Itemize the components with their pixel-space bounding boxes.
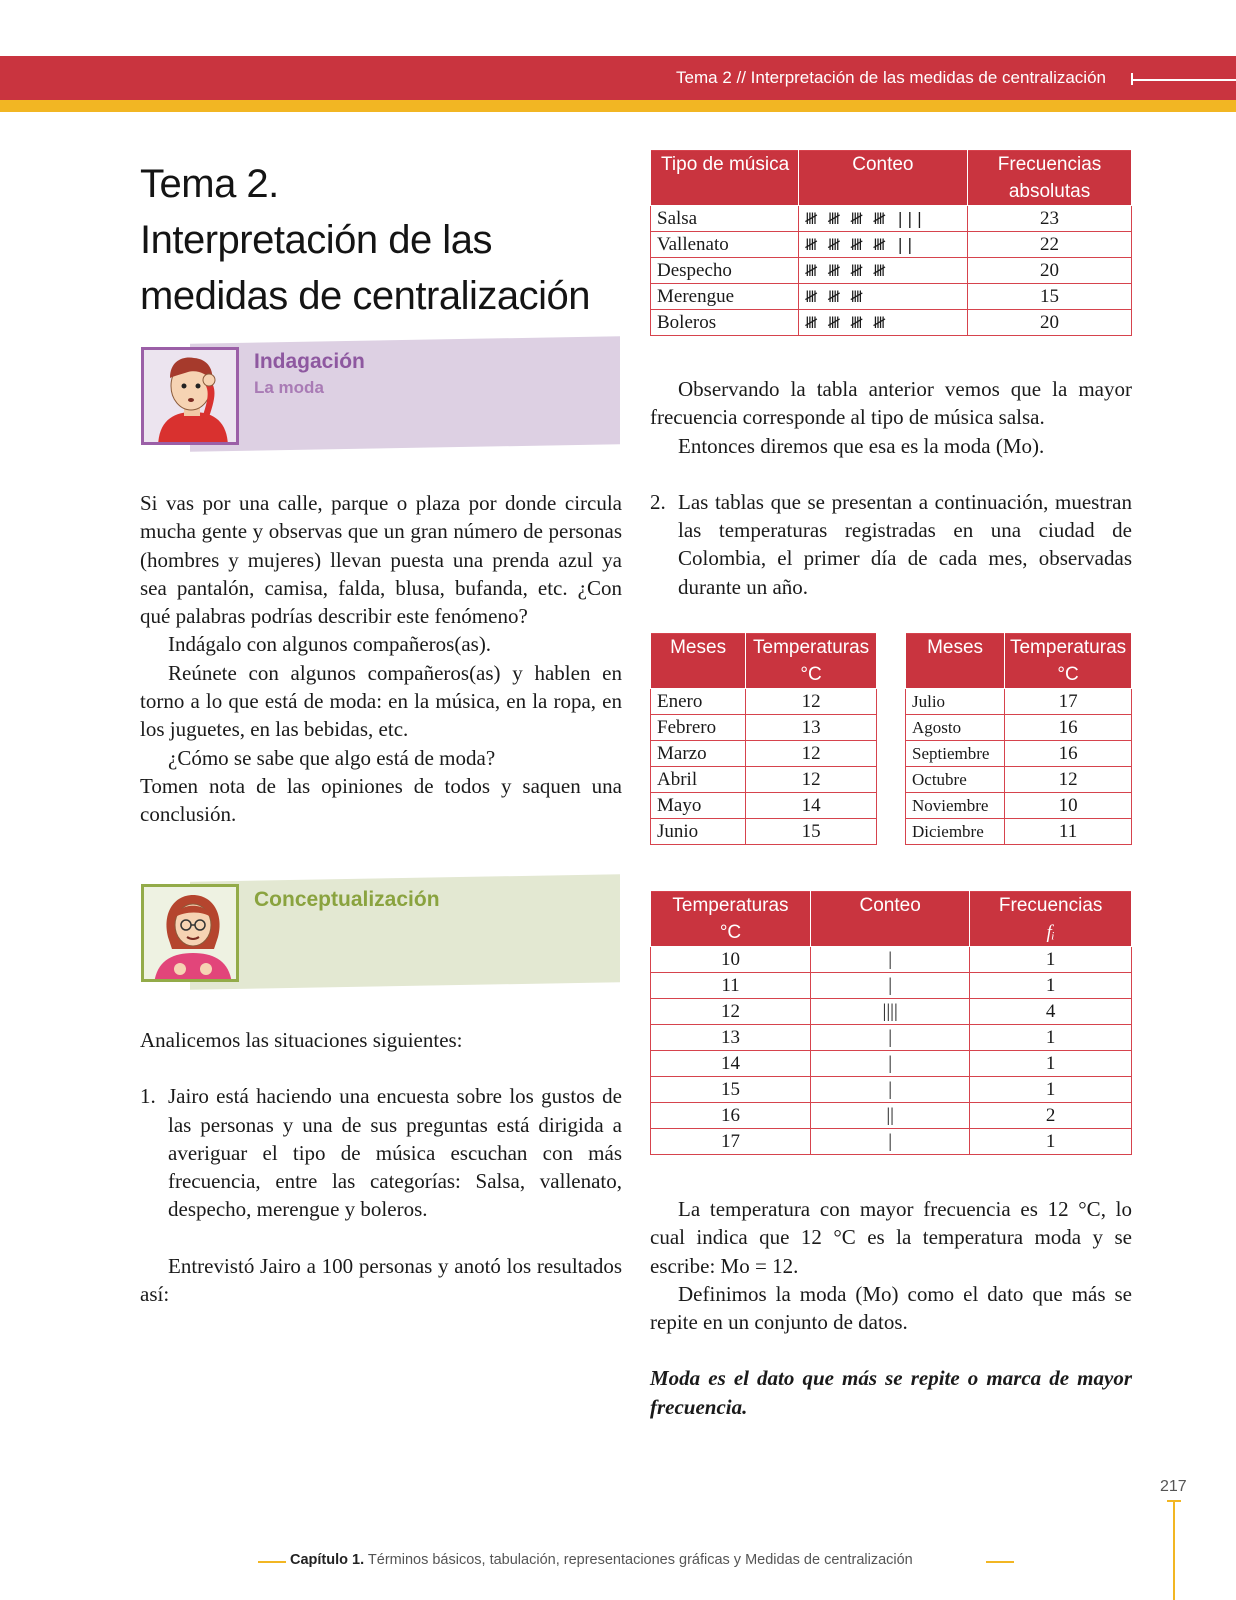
- spacer: [650, 460, 1132, 488]
- column-header: Tipo de música: [651, 151, 799, 206]
- table-cell: 2: [970, 1103, 1132, 1129]
- tally-cell: ||: [810, 1103, 969, 1129]
- table-cell: 1: [970, 1129, 1132, 1155]
- list-item-1: [140, 1082, 622, 1223]
- spacer: [140, 1054, 622, 1082]
- table-cell: 4: [970, 999, 1132, 1025]
- table-row: [651, 689, 877, 715]
- paragraph: Reúnete con algunos compañeros(as) y hablen en torno a lo que está de moda: en la música, en la ropa, en los juguetes, en las bebidas, etc.: [140, 660, 622, 742]
- fi-symbol: fᵢ: [1046, 922, 1055, 943]
- table-cell: 12: [651, 999, 811, 1025]
- music-frequency-table: [650, 150, 1132, 336]
- tally-cell: 𝍸 𝍸 𝍸 𝍸: [798, 310, 967, 336]
- table-cell: 12: [746, 741, 877, 767]
- table-cell: Enero: [651, 689, 746, 715]
- table-cell: 14: [746, 793, 877, 819]
- table-cell: Vallenato: [651, 232, 799, 258]
- table-cell: Mayo: [651, 793, 746, 819]
- paragraph: La temperatura con mayor frecuencia es 12 °C, lo cual indica que 12 °C es la temperatura moda y se escribe: Mo = 12.: [650, 1197, 1132, 1278]
- thinking-boy-icon: [144, 350, 239, 445]
- paragraph: Entrevistó Jairo a 100 personas y anotó los resultados así:: [140, 1253, 622, 1307]
- table-cell: 13: [651, 1025, 811, 1051]
- page-rule: [1173, 1500, 1175, 1600]
- table-header-row: [651, 634, 877, 689]
- column-header: Conteo: [798, 151, 967, 206]
- table-row: [651, 999, 1132, 1025]
- page-title: [140, 156, 620, 324]
- table-cell: 12: [746, 767, 877, 793]
- table-row: [906, 741, 1132, 767]
- table-row: [651, 1077, 1132, 1103]
- paragraph: Indágalo con algunos compañeros(as).: [168, 632, 492, 657]
- table-cell: 1: [970, 1077, 1132, 1103]
- table-row: [651, 1103, 1132, 1129]
- table-row: [651, 284, 1132, 310]
- table-row: [906, 767, 1132, 793]
- months-table-jan-jun: [650, 633, 877, 845]
- table-cell: 1: [970, 973, 1132, 999]
- table-cell: 15: [968, 284, 1132, 310]
- column-header: Temperaturas °C: [746, 634, 877, 689]
- table-cell: Marzo: [651, 741, 746, 767]
- list-text: Las tablas que se presentan a continuación, muestran las temperaturas registradas en una ciudad de Colombia, el primer día de cada mes, observadas durante un año.: [678, 489, 1132, 599]
- footer-chapter: Capítulo 1.: [290, 1552, 365, 1568]
- indagacion-title: Indagación: [254, 350, 365, 373]
- tally-cell: |: [810, 1077, 969, 1103]
- conceptualizacion-title: Conceptualización: [254, 888, 440, 911]
- table-cell: Agosto: [906, 715, 1005, 741]
- list-number: 1.: [140, 1084, 156, 1109]
- table-cell: 12: [1005, 767, 1132, 793]
- table-cell: 16: [1005, 741, 1132, 767]
- table-row: [651, 741, 877, 767]
- title-line-3: medidas de centralización: [140, 274, 590, 318]
- table-cell: 11: [651, 973, 811, 999]
- table-cell: 1: [970, 1025, 1132, 1051]
- table-row: [906, 715, 1132, 741]
- table-cell: 15: [651, 1077, 811, 1103]
- temperature-frequency-table: [650, 891, 1132, 1155]
- column-header-frequency: [970, 892, 1132, 947]
- header-line: [1131, 79, 1236, 81]
- table-cell: 1: [970, 1051, 1132, 1077]
- paragraph: Analicemos las situaciones siguientes:: [140, 1028, 463, 1052]
- tally-cell: |: [810, 973, 969, 999]
- table-cell: Febrero: [651, 715, 746, 741]
- tally-cell: |: [810, 1025, 969, 1051]
- column-header: Temperaturas °C: [1005, 634, 1132, 689]
- table-row: [651, 1051, 1132, 1077]
- table-row: [651, 819, 877, 845]
- title-line-2: Interpretación de las: [140, 218, 492, 262]
- footer-text: [290, 1552, 913, 1568]
- list-text: Jairo está haciendo una encuesta sobre los gustos de las personas y una de sus preguntas está dirigida a averiguar el tipo de música escuchan con más frecuencia, entre las categorías: Salsa, vallenato, despecho, merengue y boleros.: [168, 1084, 622, 1222]
- table-cell: Despecho: [651, 258, 799, 284]
- tally-cell: 𝍸 𝍸 𝍸 𝍸 |||: [798, 206, 967, 232]
- tally-cell: 𝍸 𝍸 𝍸 𝍸: [798, 258, 967, 284]
- column-header: Meses: [651, 634, 746, 689]
- table-row: [651, 1025, 1132, 1051]
- table-row: [651, 973, 1132, 999]
- list-number: 2.: [650, 489, 666, 514]
- tally-cell: |: [810, 1051, 969, 1077]
- footer-chapter-title: Términos básicos, tabulación, representaciones gráficas y Medidas de centralización: [367, 1552, 913, 1568]
- table-cell: 23: [968, 206, 1132, 232]
- paragraph: Observando la tabla anterior vemos que la mayor frecuencia corresponde al tipo de música salsa.: [650, 377, 1132, 430]
- spacer: [140, 1224, 622, 1252]
- footer-rule-right: [986, 1561, 1014, 1563]
- table-cell: 13: [746, 715, 877, 741]
- table-cell: 11: [1005, 819, 1132, 845]
- definition-highlight: Moda es el dato que más se repite o marca de mayor frecuencia.: [650, 1366, 1132, 1419]
- table-row: [651, 793, 877, 819]
- table-cell: Salsa: [651, 206, 799, 232]
- tally-cell: |: [810, 947, 969, 973]
- table-cell: 16: [1005, 715, 1132, 741]
- table-cell: Julio: [906, 689, 1005, 715]
- table-cell: 15: [746, 819, 877, 845]
- paragraph: Tomen nota de las opiniones de todos y saquen una conclusión.: [140, 773, 622, 827]
- table-header-row: [651, 151, 1132, 206]
- table-cell: Abril: [651, 767, 746, 793]
- list-item-2: [650, 488, 1132, 601]
- table-cell: 10: [1005, 793, 1132, 819]
- table-cell: Octubre: [906, 767, 1005, 793]
- girl-teacher-icon: [144, 887, 239, 982]
- table-cell: Diciembre: [906, 819, 1005, 845]
- table-header-row: [906, 634, 1132, 689]
- table-cell: Merengue: [651, 284, 799, 310]
- tally-cell: 𝍸 𝍸 𝍸 𝍸 ||: [798, 232, 967, 258]
- table-cell: 12: [746, 689, 877, 715]
- table-row: [651, 767, 877, 793]
- title-line-1: Tema 2.: [140, 162, 279, 206]
- table-row: [651, 715, 877, 741]
- table-cell: 20: [968, 310, 1132, 336]
- table-cell: 22: [968, 232, 1132, 258]
- paragraph: ¿Cómo se sabe que algo está de moda?: [168, 745, 496, 770]
- table-row: [651, 206, 1132, 232]
- paragraph: Entonces diremos que esa es la moda (Mo).: [678, 433, 1045, 458]
- table-cell: 16: [651, 1103, 811, 1129]
- table-cell: 17: [1005, 689, 1132, 715]
- paragraph: Definimos la moda (Mo) como el dato que más se repite en un conjunto de datos.: [650, 1281, 1132, 1335]
- table-row: [651, 310, 1132, 336]
- column-header: Temperaturas °C: [651, 892, 811, 947]
- table-cell: 1: [970, 947, 1132, 973]
- table-cell: 14: [651, 1051, 811, 1077]
- table-cell: Septiembre: [906, 741, 1005, 767]
- column-header: Frecuencias absolutas: [968, 151, 1132, 206]
- table-row: [651, 232, 1132, 258]
- indagacion-avatar: [141, 347, 239, 445]
- right-text-block-2: [650, 1195, 1132, 1421]
- table-cell: Noviembre: [906, 793, 1005, 819]
- column-header: Conteo: [810, 892, 969, 947]
- table-cell: Junio: [651, 819, 746, 845]
- indagacion-subtitle: La moda: [254, 378, 324, 397]
- table-row: [651, 1129, 1132, 1155]
- table-cell: 17: [651, 1129, 811, 1155]
- tally-cell: 𝍸 𝍸 𝍸: [798, 284, 967, 310]
- table-cell: 10: [651, 947, 811, 973]
- running-title: Tema 2 // Interpretación de las medidas de centralización: [676, 68, 1106, 87]
- table-row: [651, 258, 1132, 284]
- left-text-block-2: [140, 1026, 622, 1308]
- table-row: [906, 689, 1132, 715]
- table-header-row: [651, 892, 1132, 947]
- left-text-block-1: [140, 489, 622, 829]
- table-row: [906, 793, 1132, 819]
- header-stripe: [0, 100, 1236, 112]
- right-text-block-1: [650, 375, 1132, 601]
- table-row: [906, 819, 1132, 845]
- spacer: [650, 1336, 1132, 1364]
- column-header: Frecuencias: [998, 895, 1103, 916]
- paragraph: Si vas por una calle, parque o plaza por donde circula mucha gente y observas que un gran número de personas (hombres y mujeres) llevan puesta una prenda azul ya sea pantalón, camisa, falda, blusa, bufanda, etc. ¿Con qué palabras podrías describir este fenómeno?: [140, 491, 622, 629]
- months-table-jul-dec: [905, 633, 1132, 845]
- table-row: [651, 947, 1132, 973]
- table-cell: Boleros: [651, 310, 799, 336]
- column-header: Meses: [906, 634, 1005, 689]
- page-number: 217: [1160, 1478, 1187, 1495]
- conceptualizacion-avatar: [141, 884, 239, 982]
- tally-cell: |: [810, 1129, 969, 1155]
- footer-rule-left: [258, 1561, 286, 1563]
- tally-cell: ||||: [810, 999, 969, 1025]
- table-cell: 20: [968, 258, 1132, 284]
